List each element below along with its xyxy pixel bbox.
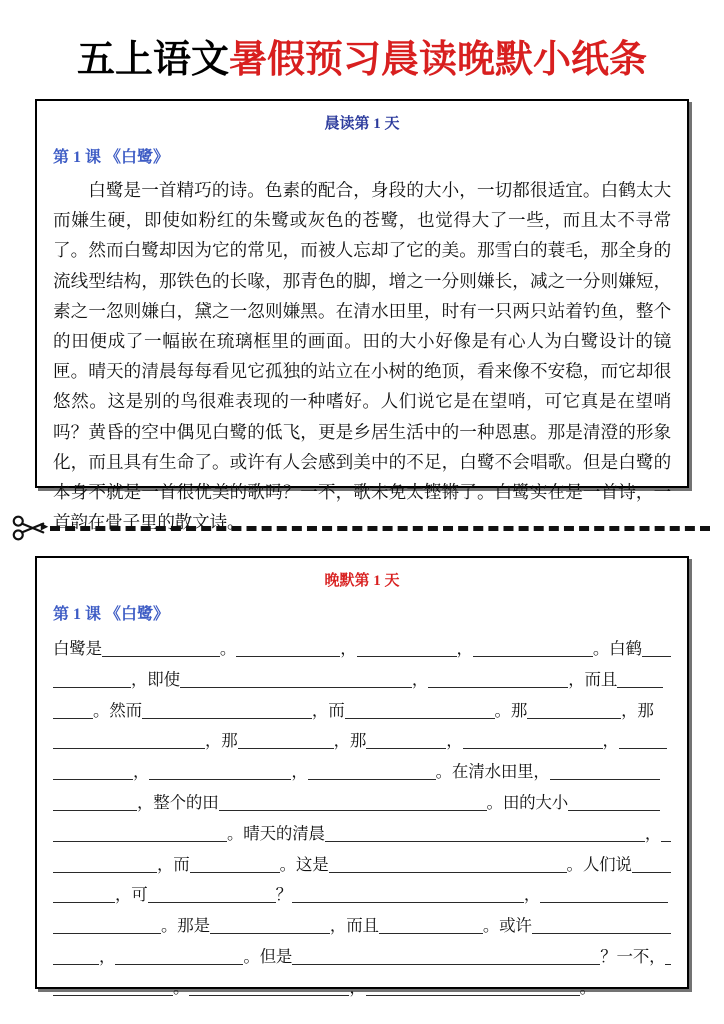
dictation-text: 。白鹤	[592, 639, 642, 658]
dictation-blank[interactable]	[53, 916, 161, 934]
dictation-text: ，	[99, 946, 116, 966]
dictation-blank[interactable]	[345, 701, 495, 719]
dictation-text: ，那	[333, 731, 367, 751]
dictation-text: ，可	[115, 885, 148, 905]
dictation-blank[interactable]	[568, 793, 660, 811]
dictation-text: ，	[446, 731, 463, 751]
dictation-blank[interactable]	[142, 701, 312, 719]
dictation-text: 。这是	[279, 854, 329, 874]
dictation-line	[53, 942, 671, 973]
dictation-blank[interactable]	[661, 824, 671, 842]
dictation-text: 。或许	[482, 916, 532, 936]
dictation-line	[53, 726, 671, 757]
dictation-blank[interactable]	[329, 855, 567, 873]
dictation-text: ，整个的田	[137, 792, 219, 812]
dictation-line	[53, 788, 671, 819]
dictation-blank[interactable]	[473, 639, 593, 657]
dictation-text: ，	[523, 885, 541, 905]
dictation-blanks-body	[53, 634, 671, 1004]
dictation-text: 白鹭是	[53, 639, 102, 658]
dictation-blank[interactable]	[53, 885, 115, 903]
dictation-blank[interactable]	[180, 670, 412, 688]
dictation-text: ？	[275, 885, 292, 905]
dictation-text: 。那	[494, 700, 528, 720]
dictation-text: 。人们说	[566, 854, 632, 874]
dictation-blank[interactable]	[665, 947, 671, 965]
dictation-blank[interactable]	[642, 639, 671, 657]
dictation-text: 。田的大小	[486, 792, 569, 812]
dictation-text: ，即使	[131, 669, 180, 689]
dictation-line	[53, 634, 671, 665]
dictation-blank[interactable]	[115, 947, 243, 965]
dictation-line	[53, 665, 671, 696]
dictation-blank[interactable]	[236, 639, 340, 657]
dictation-text: 。	[219, 639, 237, 658]
page-title-red-part: 暑假预习晨读晚默小纸条	[229, 36, 648, 81]
dictation-text: ，	[340, 639, 357, 658]
dictation-blank[interactable]	[53, 978, 173, 996]
dictation-blank[interactable]	[53, 670, 131, 688]
dictation-blank[interactable]	[325, 824, 645, 842]
dictation-text: ，	[133, 762, 150, 782]
dictation-blank[interactable]	[463, 731, 603, 749]
dictation-text: ，	[644, 823, 662, 843]
page-title	[0, 36, 724, 82]
dictation-blank[interactable]	[366, 731, 446, 749]
dictation-line	[53, 911, 671, 942]
dictation-blank[interactable]	[53, 947, 99, 965]
dictation-text: 。但是	[243, 946, 293, 966]
dictation-text: ，	[411, 669, 429, 689]
dictation-text: ，	[602, 731, 619, 751]
dictation-blank[interactable]	[357, 639, 457, 657]
dictation-text: 。在清水田里，	[435, 762, 550, 782]
evening-panel-heading: 晚默第 1 天	[324, 573, 400, 589]
morning-panel-heading: 晨读第 1 天	[324, 116, 400, 132]
dictation-blank[interactable]	[527, 701, 621, 719]
dictation-text: 。晴天的清晨	[227, 823, 325, 843]
dictation-blank[interactable]	[53, 855, 157, 873]
dictation-blank[interactable]	[53, 793, 137, 811]
page-title-black-part: 五上语文	[76, 36, 229, 81]
dictation-blank[interactable]	[292, 947, 600, 965]
dictation-text: 。	[173, 977, 190, 997]
dictation-line	[53, 696, 671, 727]
dictation-text: ，那	[621, 700, 654, 720]
dictation-blank[interactable]	[53, 701, 93, 719]
dictation-blank[interactable]	[53, 824, 227, 842]
evening-lesson-title: 第 1 课 《白鹭》	[53, 606, 170, 623]
dictation-line	[53, 850, 671, 881]
dictation-blank[interactable]	[366, 978, 580, 996]
dictation-text: ，	[291, 762, 308, 782]
dictation-line	[53, 973, 671, 1004]
dictation-blank[interactable]	[102, 639, 220, 657]
dictation-text: ，	[349, 977, 366, 997]
dictation-blank[interactable]	[550, 762, 660, 780]
dictation-blank[interactable]	[617, 670, 663, 688]
dictation-text: ，而	[311, 700, 345, 720]
morning-reading-panel	[35, 99, 689, 533]
dictation-blank[interactable]	[532, 916, 671, 934]
dictation-text: 。然而	[93, 700, 142, 720]
dictation-blank[interactable]	[189, 978, 349, 996]
dictation-text: 。	[579, 977, 596, 997]
scissors-icon	[12, 513, 52, 543]
dictation-blank[interactable]	[308, 762, 436, 780]
dictation-text: ，而且	[568, 669, 618, 689]
dictation-line	[53, 819, 671, 850]
dictation-blank[interactable]	[540, 885, 668, 903]
dictation-text: ，而	[157, 854, 190, 874]
dictation-line	[53, 880, 671, 911]
cut-dashed-line	[50, 526, 710, 531]
dictation-blank[interactable]	[428, 670, 568, 688]
dictation-blank[interactable]	[632, 855, 671, 873]
dictation-blank[interactable]	[292, 885, 524, 903]
dictation-blank[interactable]	[53, 731, 205, 749]
dictation-blank[interactable]	[619, 731, 667, 749]
dictation-blank[interactable]	[238, 731, 334, 749]
dictation-blank[interactable]	[219, 793, 487, 811]
dictation-text: ，那	[205, 731, 238, 751]
dictation-blank[interactable]	[210, 916, 330, 934]
dictation-blank[interactable]	[149, 762, 291, 780]
dictation-blank[interactable]	[190, 855, 280, 873]
dictation-blank[interactable]	[148, 885, 276, 903]
dictation-blank[interactable]	[53, 762, 133, 780]
morning-reading-passage: 白鹭是一首精巧的诗。色素的配合，身段的大小，一切都很适宜。白鹤太大而嫌生硬，即使如粉红的朱鹭或灰色的苍鹭，也觉得大了一些，而且太不寻常了。然而白鹭却因为它的常见，而被人忘却了它的美。那雪白的蓑毛，那全身的流线型结构，那铁色的长喙，那青色的脚，增之一分则嫌长，减之一分则嫌短，素之一忽则嫌白，黛之一忽则嫌黑。在清水田里，时有一只两只站着钓鱼，整个的田便成了一幅嵌在琉璃框里的画面。田的大小好像是有心人为白鹭设计的镜匣。晴天的清晨每每看见它孤独的站立在小树的绝顶，看来像不安稳，而它却很悠然。这是别的鸟很难表现的一种嗜好。人们说它是在望哨，可它真是在望哨吗？黄昏的空中偶见白鹭的低飞，更是乡居生活中的一种恩惠。那是清澄的形象化，而且具有生命了。或许有人会感到美中的不足，白鹭不会唱歌。但是白鹭的本身不就是一首很优美的歌吗？一不，歌未免太铿锵了。白鹭实在是一首诗，一首韵在骨子里的散文诗。	[53, 180, 671, 533]
dictation-text: ？一不，	[600, 946, 666, 966]
cut-divider	[0, 511, 724, 545]
dictation-line	[53, 757, 671, 788]
evening-dictation-panel	[35, 556, 689, 997]
dictation-text: ，而且	[329, 916, 379, 936]
dictation-text: ，	[456, 639, 473, 658]
dictation-blank[interactable]	[379, 916, 483, 934]
morning-lesson-title: 第 1 课 《白鹭》	[53, 149, 170, 166]
dictation-text: 。那是	[161, 916, 210, 936]
